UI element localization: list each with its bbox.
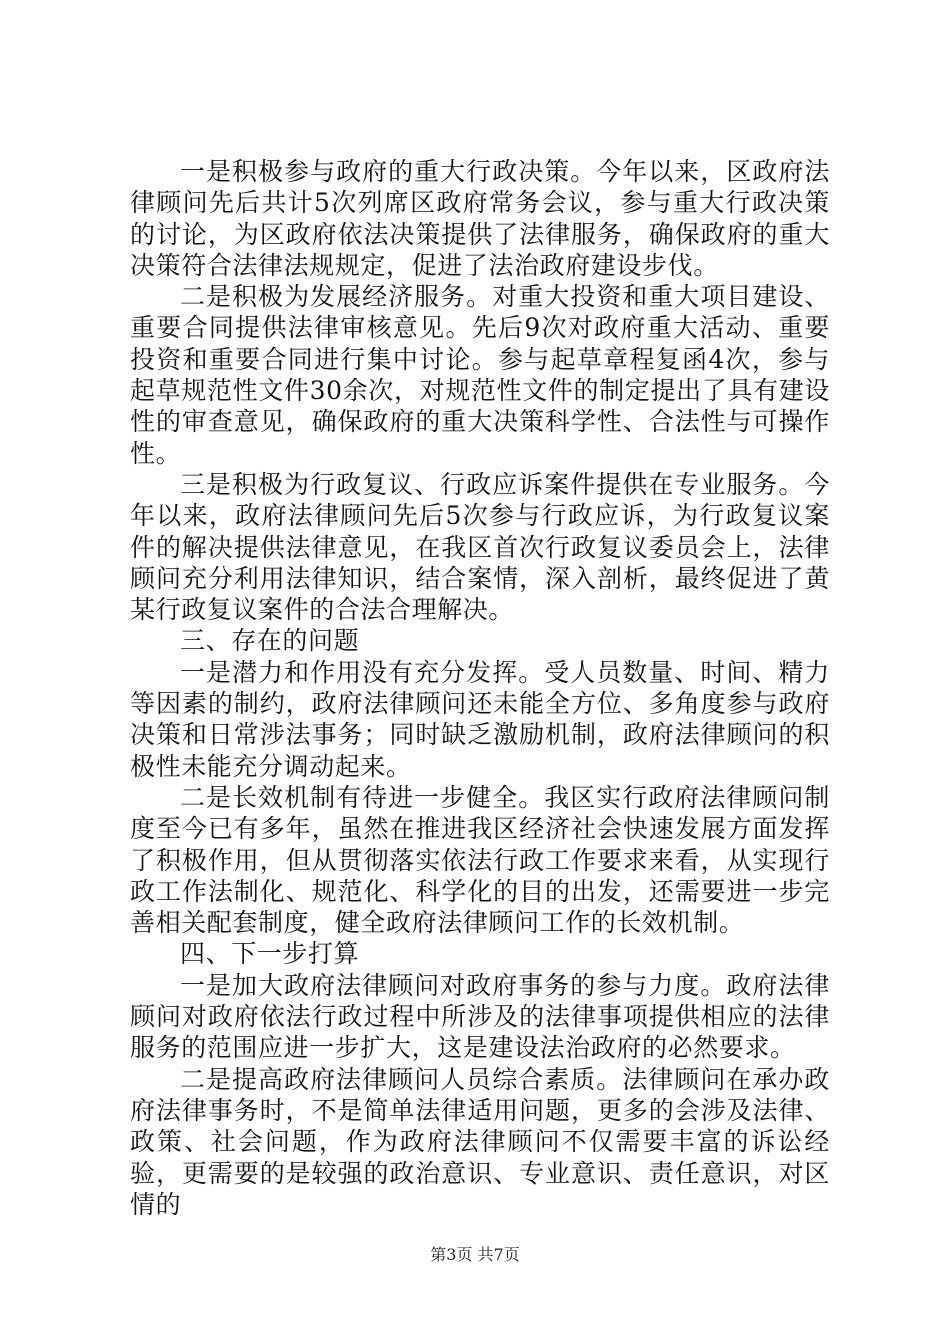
document-body	[130, 156, 830, 1220]
paragraph-administrative-review: 三是积极为行政复议、行政应诉案件提供在专业服务。今年以来，政府法律顾问先后5次参与行政应诉，为行政复议案件的解决提供法律意见，在我区首次行政复议委员会上，法律顾问充分利用法律知识，结合案情，深入剖析，最终促进了黄某行政复议案件的合法合理解决。	[130, 469, 830, 625]
paragraph-problem-mechanism: 二是长效机制有待进一步健全。我区实行政府法律顾问制度至今已有多年，虽然在推进我区经济社会快速发展方面发挥了积极作用，但从贯彻落实依法行政工作要求来看，从实现行政工作法制化、规范化、科学化的目的出发，还需要进一步完善相关配套制度，健全政府法律顾问工作的长效机制。	[130, 782, 830, 938]
page-number-footer: 第3页 共7页	[430, 1245, 520, 1264]
paragraph-problem-potential: 一是潜力和作用没有充分发挥。受人员数量、时间、精力等因素的制约，政府法律顾问还未能全方位、多角度参与政府决策和日常涉法事务；同时缺乏激励机制，政府法律顾问的积极性未能充分调动起来。	[130, 657, 830, 781]
paragraph-plan-participation: 一是加大政府法律顾问对政府事务的参与力度。政府法律顾问对政府依法行政过程中所涉及的法律事项提供相应的法律服务的范围应进一步扩大，这是建设法治政府的必然要求。	[130, 970, 830, 1063]
paragraph-economic-service: 二是积极为发展经济服务。对重大投资和重大项目建设、重要合同提供法律审核意见。先后9次对政府重大活动、重要投资和重要合同进行集中讨论。参与起草章程复函4次，参与起草规范性文件30余次，对规范性文件的制定提出了具有建设性的审查意见，确保政府的重大决策科学性、合法性与可操作性。	[130, 282, 830, 468]
section-heading-next-steps: 四、下一步打算	[180, 939, 360, 969]
section-heading-problems: 三、存在的问题	[180, 626, 360, 656]
paragraph-gov-decision: 一是积极参与政府的重大行政决策。今年以来，区政府法律顾问先后共计5次列席区政府常务会议，参与重大行政决策的讨论，为区政府依法决策提供了法律服务，确保政府的重大决策符合法律法规规定，促进了法治政府建设步伐。	[130, 157, 830, 280]
paragraph-plan-quality: 二是提高政府法律顾问人员综合素质。法律顾问在承办政府法律事务时，不是简单法律适用问题，更多的会涉及法律、政策、社会问题，作为政府法律顾问不仅需要丰富的诉讼经验，更需要的是较强的政治意识、专业意识、责任意识，对区情的	[130, 1064, 830, 1219]
